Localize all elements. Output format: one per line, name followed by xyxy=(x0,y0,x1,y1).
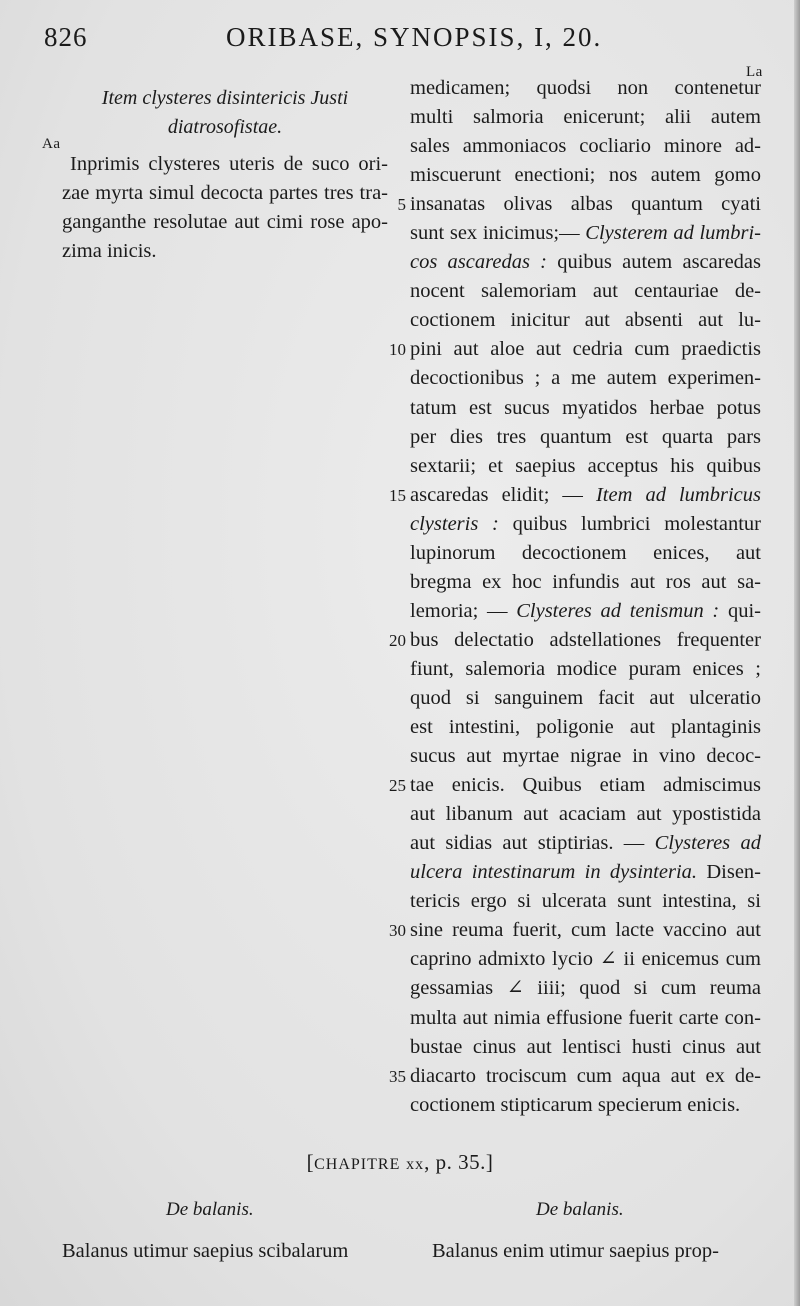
body-text: multi salmoria enicerunt; alii autem xyxy=(410,106,761,129)
body-text: aut libanum aut acaciam aut ypostistida xyxy=(410,803,761,826)
right-text-line xyxy=(410,887,761,916)
body-text: lupinorum decoctionem enices, aut xyxy=(410,541,761,564)
right-text-line xyxy=(410,423,761,452)
right-subheading: De balanis. xyxy=(536,1199,624,1220)
body-text: quibus lumbrici molestantur xyxy=(498,512,761,535)
right-column-text xyxy=(389,74,762,1120)
right-text-line xyxy=(389,916,761,945)
body-text: decoctionibus ; a me autem experimen- xyxy=(410,367,761,390)
right-text-line xyxy=(410,306,761,335)
left-text-line: zae myrta simul decocta partes tres tra- xyxy=(62,182,388,205)
right-text-line xyxy=(410,800,761,829)
body-text: diacarto trociscum cum aqua aut ex de- xyxy=(410,1064,761,1087)
right-text-line xyxy=(410,219,761,248)
right-text-line xyxy=(410,248,761,277)
body-text: medicamen; quodsi non contenetur xyxy=(410,77,761,99)
body-text: per dies tres quantum est quarta pars xyxy=(410,425,761,448)
right-text-line xyxy=(410,597,761,626)
body-text: sunt sex inicimus;— xyxy=(410,222,586,245)
line-number: 15 xyxy=(389,485,406,505)
right-text-line xyxy=(389,771,761,800)
right-text-line xyxy=(410,103,761,132)
right-text-line xyxy=(410,974,761,1003)
chapter-ref-rest: , p. 35.] xyxy=(424,1150,494,1174)
italic-heading-text: Clysteres ad tenismun : xyxy=(516,599,720,622)
right-text-line xyxy=(410,1004,761,1033)
left-column-text xyxy=(62,150,388,266)
italic-heading-text: Item ad lumbricus xyxy=(595,483,761,506)
left-heading-line: Item clysteres disintericis Justi xyxy=(101,87,349,109)
body-text: sucus aut myrtae nigrae in vino decoc- xyxy=(410,745,761,768)
body-text: Disen- xyxy=(697,861,762,884)
right-text-line xyxy=(410,1091,761,1120)
right-text-line xyxy=(410,161,761,190)
left-text-line: ganganthe resolutae aut cimi rose apo- xyxy=(62,211,388,234)
body-text: caprino admixto lycio ∠ ii enicemus cum xyxy=(410,948,761,971)
left-heading-line: diatrosofistae. xyxy=(167,116,283,138)
body-text: lemoria; — xyxy=(410,599,517,622)
right-text-line xyxy=(410,74,761,103)
right-text-line xyxy=(410,1033,761,1062)
right-text-line xyxy=(389,481,761,510)
line-number: 25 xyxy=(389,776,406,796)
body-text: miscuerunt enectioni; nos autem gomo xyxy=(410,164,761,187)
line-number: 35 xyxy=(389,1066,406,1086)
running-title: ORIBASE, SYNOPSIS, I, 20. xyxy=(226,22,603,52)
italic-heading-text: Clysterem ad lumbri- xyxy=(585,222,761,245)
right-text-line xyxy=(389,626,761,655)
page-header xyxy=(0,22,800,62)
body-text: coctionem inicitur aut absenti aut lu- xyxy=(410,309,761,332)
right-text-line xyxy=(410,742,761,771)
body-text: insanatas olivas albas quantum cyati xyxy=(410,193,761,216)
right-text-line xyxy=(410,655,761,684)
italic-heading-text: clysteris : xyxy=(410,512,499,535)
left-text-line: Inprimis clysteres uteris de suco ori- xyxy=(70,153,388,175)
body-text: ascaredas elidit; — xyxy=(410,483,596,506)
margin-marker-right: La xyxy=(746,64,763,80)
left-subheading: De balanis. xyxy=(166,1199,254,1220)
right-text-line xyxy=(389,335,761,364)
line-number: 5 xyxy=(397,195,406,215)
body-text: pini aut aloe aut cedria cum praedictis xyxy=(410,338,761,361)
chapter-ref-open: [ xyxy=(306,1150,315,1174)
right-text-line xyxy=(389,1062,761,1091)
body-text: bregma ex hoc infundis aut ros aut sa- xyxy=(410,570,761,593)
body-text: qui- xyxy=(719,599,761,622)
right-text-line xyxy=(410,364,761,393)
right-text-line xyxy=(410,132,761,161)
body-text: bustae cinus aut lentisci husti cinus aut xyxy=(410,1035,761,1058)
body-text: tae enicis. Quibus etiam admiscimus xyxy=(410,774,761,797)
chapter-reference xyxy=(0,1150,800,1175)
right-text-line xyxy=(410,945,761,974)
italic-heading-text: cos ascaredas : xyxy=(410,251,547,274)
right-text-line xyxy=(410,684,761,713)
page-number: 826 xyxy=(44,22,88,52)
body-text: fiunt, salemoria modice puram enices ; xyxy=(410,657,761,680)
left-text-line: zima inicis. xyxy=(62,240,157,263)
right-text-line xyxy=(410,829,761,858)
body-text: sextarii; et saepius acceptus his quibus xyxy=(410,454,761,477)
right-text-line xyxy=(410,394,761,423)
right-bottom-line: Balanus enim utimur saepius prop- xyxy=(432,1240,719,1262)
right-text-line xyxy=(410,277,761,306)
body-text: coctionem stipticarum specierum enicis. xyxy=(410,1093,741,1116)
right-text-line xyxy=(410,539,761,568)
left-section-heading xyxy=(62,84,388,142)
body-text: est intestini, poligonie aut plantaginis xyxy=(410,716,761,739)
right-text-line xyxy=(410,713,761,742)
line-number: 20 xyxy=(389,630,406,650)
chapter-ref-label: CHAPITRE xyxy=(314,1156,401,1173)
left-bottom-line: Balanus utimur saepius scibalarum xyxy=(62,1240,349,1262)
body-text: gessamias ∠ iiii; quod si cum reuma xyxy=(410,977,761,1000)
italic-heading-text: ulcera intestinarum in dysinteria. xyxy=(410,861,698,884)
right-text-line xyxy=(397,190,761,219)
body-text: nocent salemoriam aut centauriae de- xyxy=(410,280,761,303)
body-text: quibus autem ascaredas xyxy=(547,251,761,274)
chapter-ref-numeral: xx xyxy=(406,1156,425,1173)
body-text: aut sidias aut stiptirias. — xyxy=(410,832,655,855)
body-text: bus delectatio adstellationes frequenter xyxy=(410,628,761,651)
page-edge-shadow xyxy=(794,0,800,1306)
line-number: 10 xyxy=(389,340,406,360)
margin-marker-left: Aa xyxy=(42,136,61,152)
right-text-line xyxy=(410,452,761,481)
right-text-line xyxy=(410,510,761,539)
italic-heading-text: Clysteres ad xyxy=(654,832,761,855)
body-text: sales ammoniacos cocliario minore ad- xyxy=(410,135,761,158)
body-text: quod si sanguinem facit aut ulceratio xyxy=(410,686,761,709)
body-text: tericis ergo si ulcerata sunt intestina, si xyxy=(410,890,761,913)
line-number: 30 xyxy=(389,921,406,941)
right-text-line xyxy=(410,858,761,887)
right-text-line xyxy=(410,568,761,597)
body-text: tatum est sucus myatidos herbae potus xyxy=(410,396,761,419)
body-text: sine reuma fuerit, cum lacte vaccino aut xyxy=(410,919,761,942)
body-text: multa aut nimia effusione fuerit carte con- xyxy=(410,1006,761,1029)
